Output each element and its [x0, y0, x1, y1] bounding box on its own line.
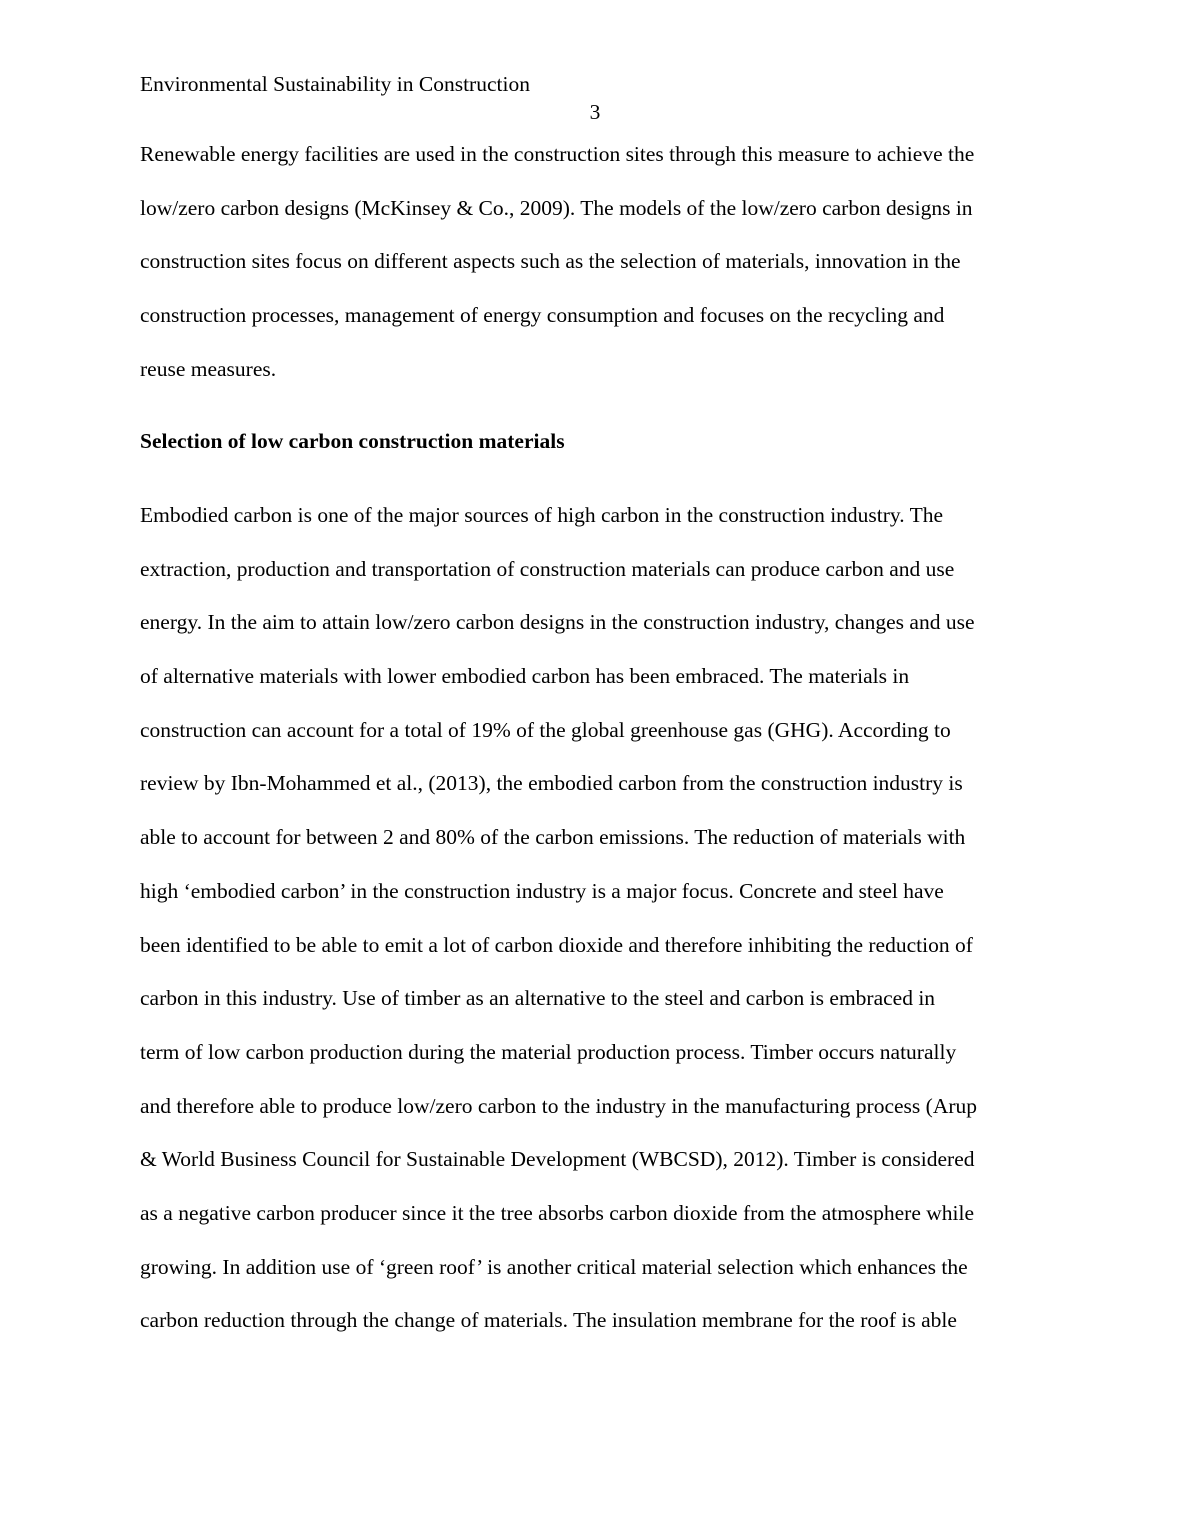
paragraph-line: high ‘embodied carbon’ in the construction industry is a major focus. Concrete and steel have: [140, 878, 944, 903]
page-number: 3: [589, 100, 601, 124]
paragraph-line: construction sites focus on different aspects such as the selection of materials, innovation in the: [140, 249, 961, 274]
paragraph-line: been identified to be able to emit a lot of carbon dioxide and therefore inhibiting the reduction of: [140, 932, 973, 957]
paragraph-line: carbon reduction through the change of materials. The insulation membrane for the roof is able: [140, 1308, 957, 1333]
paragraph-line: construction can account for a total of 19% of the global greenhouse gas (GHG). According to: [140, 717, 951, 742]
running-head-title: Environmental Sustainability in Construction: [140, 72, 530, 96]
paragraph-line: & World Business Council for Sustainable Development (WBCSD), 2012). Timber is considered: [140, 1147, 975, 1172]
paragraph-line: extraction, production and transportation of construction materials can produce carbon and use: [140, 556, 955, 581]
paragraph-materials: [140, 501, 1060, 1360]
paragraph-line: able to account for between 2 and 80% of the carbon emissions. The reduction of materials with: [140, 825, 966, 850]
paragraph-line: of alternative materials with lower embodied carbon has been embraced. The materials in: [140, 664, 910, 689]
paragraph-line: and therefore able to produce low/zero carbon to the industry in the manufacturing process (Arup: [140, 1093, 978, 1118]
paragraph-line: review by Ibn-Mohammed et al., (2013), the embodied carbon from the construction industry is: [140, 771, 963, 796]
paragraph-line: energy. In the aim to attain low/zero carbon designs in the construction industry, changes and use: [140, 610, 975, 635]
paragraph-line: Embodied carbon is one of the major sources of high carbon in the construction industry. The: [140, 503, 944, 527]
section-heading: Selection of low carbon construction materials: [140, 429, 565, 453]
paragraph-line: Renewable energy facilities are used in the construction sites through this measure to achieve the: [140, 142, 975, 166]
paragraph-line: low/zero carbon designs (McKinsey & Co., 2009). The models of the low/zero carbon designs in: [140, 195, 973, 220]
paragraph-line: construction processes, management of energy consumption and focuses on the recycling and: [140, 303, 945, 328]
paragraph-intro: [140, 140, 1060, 408]
paragraph-line: reuse measures.: [140, 356, 277, 381]
paragraph-line: carbon in this industry. Use of timber as an alternative to the steel and carbon is embraced in: [140, 986, 936, 1011]
paragraph-line: term of low carbon production during the material production process. Timber occurs naturally: [140, 1039, 957, 1064]
paragraph-line: as a negative carbon producer since it the tree absorbs carbon dioxide from the atmosphere while: [140, 1200, 975, 1225]
paragraph-line: growing. In addition use of ‘green roof’ is another critical material selection which enhances the: [140, 1254, 968, 1279]
